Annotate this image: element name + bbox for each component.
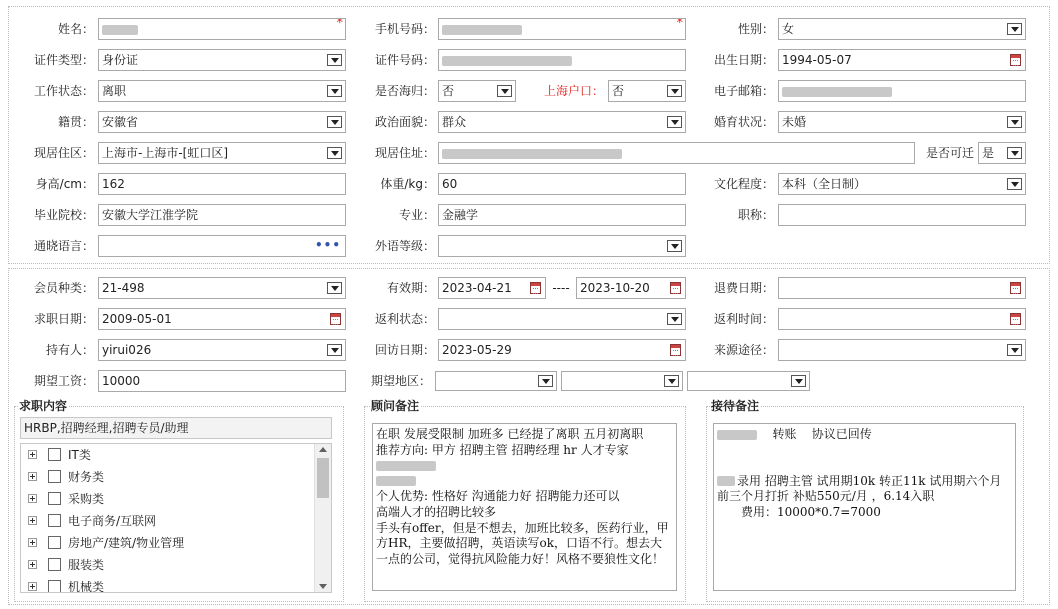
checkbox[interactable] xyxy=(48,558,61,571)
note-line: 推荐方向: 甲方 招聘主管 招聘经理 hr 人才专家 xyxy=(376,442,629,457)
chevron-down-icon[interactable] xyxy=(1007,147,1022,159)
id-type-label: 证件类型： xyxy=(33,53,94,67)
tree-item-label: 机械类 xyxy=(68,580,105,593)
marital-value: 未婚 xyxy=(782,115,807,129)
source-select[interactable] xyxy=(778,339,1026,361)
chevron-down-icon[interactable] xyxy=(667,240,682,252)
redacted-address xyxy=(442,149,622,159)
marital-select[interactable] xyxy=(778,111,1026,133)
tree-item-label: 财务类 xyxy=(68,470,105,484)
residence-label: 现居住区： xyxy=(33,146,94,160)
checkbox[interactable] xyxy=(48,470,61,483)
birth-date-field[interactable] xyxy=(778,49,1026,71)
area-label: 期望地区： xyxy=(370,374,431,388)
title-field[interactable] xyxy=(778,204,1026,226)
visit-date-value: 2023-05-29 xyxy=(442,343,512,357)
work-status-select[interactable] xyxy=(98,80,346,102)
valid-label: 有效期： xyxy=(386,281,435,295)
chevron-down-icon[interactable] xyxy=(1007,344,1022,356)
required-asterisk: * xyxy=(676,18,683,31)
calendar-icon[interactable] xyxy=(330,313,341,325)
redacted-id-number xyxy=(442,56,572,66)
chevron-down-icon[interactable] xyxy=(327,85,342,97)
chevron-down-icon[interactable] xyxy=(327,147,342,159)
language-label: 通晓语言： xyxy=(33,239,94,253)
blank-line xyxy=(717,458,1012,474)
note-line: 前三个月打折 补贴550元/月 ，6.14入职 xyxy=(717,489,935,504)
rebate-time-label: 返利时间： xyxy=(713,312,774,326)
note-line: 费用：10000*0.7=7000 xyxy=(741,504,881,519)
tree-item-label: 电子商务/互联网 xyxy=(68,514,157,528)
chevron-down-icon[interactable] xyxy=(327,344,342,356)
chevron-down-icon[interactable] xyxy=(497,85,512,97)
source-label: 来源途径： xyxy=(713,343,774,357)
relocate-select[interactable] xyxy=(978,142,1026,164)
id-no-label: 证件号码： xyxy=(374,53,435,67)
height-field[interactable] xyxy=(98,173,346,195)
consultant-notes-title: 顾问备注 xyxy=(371,399,420,413)
birth-value: 1994-05-07 xyxy=(782,53,852,67)
shanghai-hukou-value: 否 xyxy=(612,84,625,98)
marital-label: 婚育状况： xyxy=(713,115,774,129)
education-value: 本科（全日制） xyxy=(782,177,867,191)
residence-value: 上海市-上海市-[虹口区] xyxy=(102,146,229,160)
job-date-label: 求职日期： xyxy=(33,312,94,326)
email-field[interactable] xyxy=(778,80,1026,102)
shanghai-hukou-label: 上海户口： xyxy=(543,84,604,98)
chevron-down-icon[interactable] xyxy=(327,116,342,128)
tree-item-label: 服装类 xyxy=(68,558,105,572)
refund-date-label: 退费日期： xyxy=(713,281,774,295)
email-label: 电子邮箱： xyxy=(713,84,774,98)
phone-field[interactable] xyxy=(438,18,686,40)
overseas-label: 是否海归： xyxy=(374,84,435,98)
rebate-status-select[interactable] xyxy=(438,308,686,330)
checkbox[interactable] xyxy=(48,580,61,593)
address-field[interactable] xyxy=(438,142,915,164)
calendar-icon[interactable] xyxy=(1010,282,1021,294)
salary-label: 期望工资： xyxy=(33,374,94,388)
redacted-note-line xyxy=(376,474,673,490)
redacted-text xyxy=(717,476,735,486)
visit-date-field[interactable] xyxy=(438,339,686,361)
scroll-down-icon[interactable] xyxy=(319,584,327,589)
note-line: 在职 发展受限制 加班多 已经提了离职 五月初离职 xyxy=(376,427,644,441)
checkbox[interactable] xyxy=(48,492,61,505)
id-type-select[interactable] xyxy=(98,49,346,71)
shanghai-hukou-select[interactable] xyxy=(608,80,686,102)
gender-select[interactable] xyxy=(778,18,1026,40)
chevron-down-icon[interactable] xyxy=(1007,23,1022,35)
id-type-value: 身份证 xyxy=(102,53,139,67)
job-date-value: 2009-05-01 xyxy=(102,312,172,326)
expand-icon[interactable] xyxy=(28,582,37,591)
refund-date-field[interactable] xyxy=(778,277,1026,299)
redacted-name xyxy=(102,25,138,35)
area-province-select[interactable] xyxy=(435,371,557,391)
expand-icon[interactable] xyxy=(28,516,37,525)
rebate-status-label: 返利状态： xyxy=(374,312,435,326)
relocate-value: 是 xyxy=(982,146,995,160)
expand-icon[interactable] xyxy=(28,560,37,569)
calendar-icon[interactable] xyxy=(670,344,681,356)
redacted-phone xyxy=(442,25,522,35)
name-field[interactable] xyxy=(98,18,346,40)
job-category-tree[interactable] xyxy=(20,443,332,593)
reception-notes-title: 接待备注 xyxy=(711,399,760,413)
chevron-down-icon[interactable] xyxy=(538,375,553,387)
redacted-email xyxy=(782,87,892,97)
job-content-summary-text: HRBP,招聘经理,招聘专员/助理 xyxy=(24,421,189,435)
reception-notes-textarea[interactable] xyxy=(713,423,1016,591)
note-text: 录用 招聘主管 试用期10k 转正11k 试用期六个月 xyxy=(737,473,1002,488)
redacted-text xyxy=(717,430,757,440)
address-label: 现居住址： xyxy=(374,146,435,160)
checkbox[interactable] xyxy=(48,448,61,461)
gender-label: 性别： xyxy=(737,22,774,36)
note-line: 个人优势: 性格好 沟通能力好 招聘能力还可以 xyxy=(376,489,620,504)
overseas-value: 否 xyxy=(442,84,455,98)
calendar-icon[interactable] xyxy=(670,282,681,294)
overseas-select[interactable] xyxy=(438,80,516,102)
chevron-down-icon[interactable] xyxy=(667,85,682,97)
note-line xyxy=(717,427,1012,443)
holder-label: 持有人： xyxy=(45,343,94,357)
calendar-icon[interactable] xyxy=(1010,313,1021,325)
political-value: 群众 xyxy=(442,115,467,129)
member-type-value: 21-498 xyxy=(102,281,145,295)
chevron-down-icon[interactable] xyxy=(667,116,682,128)
expand-icon[interactable] xyxy=(28,450,37,459)
blank-line xyxy=(717,443,1012,459)
rebate-time-field[interactable] xyxy=(778,308,1026,330)
height-label: 身高/cm： xyxy=(35,177,94,191)
chevron-down-icon[interactable] xyxy=(791,375,806,387)
phone-label: 手机号码： xyxy=(374,22,435,36)
area-city-select[interactable] xyxy=(561,371,683,391)
chevron-down-icon[interactable] xyxy=(1007,178,1022,190)
weight-value: 60 xyxy=(442,177,458,191)
chevron-down-icon[interactable] xyxy=(667,313,682,325)
political-label: 政治面貌： xyxy=(374,115,435,129)
birth-label: 出生日期： xyxy=(713,53,774,67)
note-line: 手头有offer，但是不想去，加班比较多，医药行业，甲方HR，主要做招聘，英语读写ok，口语不行。想去大一点的公司，觉得抗风险能力好！风格不要狼性文化！ xyxy=(376,520,669,566)
checkbox[interactable] xyxy=(48,536,61,549)
height-value: 162 xyxy=(102,177,125,191)
note-line xyxy=(717,474,1012,490)
expand-icon[interactable] xyxy=(28,494,37,503)
more-icon[interactable]: ••• xyxy=(314,238,341,252)
salary-value: 10000 xyxy=(102,374,141,388)
name-label: 姓名： xyxy=(57,22,94,36)
chevron-down-icon[interactable] xyxy=(664,375,679,387)
major-field[interactable] xyxy=(438,204,686,226)
tree-item-label: 房地产/建筑/物业管理 xyxy=(68,536,185,550)
native-select[interactable] xyxy=(98,111,346,133)
scroll-up-icon[interactable] xyxy=(319,447,327,452)
school-label: 毕业院校： xyxy=(33,208,94,222)
language-field[interactable] xyxy=(98,235,346,257)
note-text: 转账 xyxy=(772,427,797,441)
foreign-level-label: 外语等级： xyxy=(374,239,435,253)
area-district-select[interactable] xyxy=(687,371,810,391)
redacted-note-line xyxy=(376,458,673,474)
political-select[interactable] xyxy=(438,111,686,133)
valid-to-field[interactable] xyxy=(576,277,686,299)
major-label: 专业： xyxy=(398,208,435,222)
valid-to-value: 2023-10-20 xyxy=(580,281,650,295)
note-line: 高端人才的招聘比较多 xyxy=(376,504,497,519)
holder-value: yirui026 xyxy=(102,343,152,357)
id-no-field[interactable] xyxy=(438,49,686,71)
scroll-thumb[interactable] xyxy=(317,458,329,498)
job-content-title: 求职内容 xyxy=(19,399,68,413)
residence-select[interactable] xyxy=(98,142,346,164)
member-type-label: 会员种类： xyxy=(33,281,94,295)
expand-icon[interactable] xyxy=(28,538,37,547)
weight-label: 体重/kg： xyxy=(380,177,435,191)
native-value: 安徽省 xyxy=(102,115,139,129)
major-value: 金融学 xyxy=(442,208,479,222)
school-value: 安徽大学江淮学院 xyxy=(102,208,199,222)
tree-item-label: 采购类 xyxy=(68,492,105,506)
valid-from-field[interactable] xyxy=(438,277,546,299)
chevron-down-icon[interactable] xyxy=(1007,116,1022,128)
job-content-summary xyxy=(20,417,332,439)
work-status-label: 工作状态： xyxy=(33,84,94,98)
foreign-level-select[interactable] xyxy=(438,235,686,257)
chevron-down-icon[interactable] xyxy=(327,54,342,66)
valid-from-value: 2023-04-21 xyxy=(442,281,512,295)
holder-select[interactable] xyxy=(98,339,346,361)
education-label: 文化程度： xyxy=(713,177,774,191)
tree-item-label: IT类 xyxy=(68,448,91,462)
valid-separator: ---- xyxy=(552,281,570,295)
chevron-down-icon[interactable] xyxy=(327,282,342,294)
tree-scrollbar[interactable] xyxy=(314,444,331,592)
checkbox[interactable] xyxy=(48,514,61,527)
weight-field[interactable] xyxy=(438,173,686,195)
work-status-value: 离职 xyxy=(102,84,127,98)
member-type-select[interactable] xyxy=(98,277,346,299)
gender-value: 女 xyxy=(782,22,795,36)
consultant-notes-textarea[interactable] xyxy=(372,423,677,591)
relocate-label: 是否可迁 xyxy=(925,146,974,160)
required-asterisk: * xyxy=(336,18,343,31)
title-label: 职称： xyxy=(737,208,774,222)
native-label: 籍贯： xyxy=(57,115,94,129)
calendar-icon[interactable] xyxy=(1010,54,1021,66)
salary-field[interactable] xyxy=(98,370,346,392)
job-date-field[interactable] xyxy=(98,308,346,330)
visit-date-label: 回访日期： xyxy=(374,343,435,357)
education-select[interactable] xyxy=(778,173,1026,195)
calendar-icon[interactable] xyxy=(530,282,541,294)
school-field[interactable] xyxy=(98,204,346,226)
expand-icon[interactable] xyxy=(28,472,37,481)
note-text: 协议已回传 xyxy=(811,427,872,441)
